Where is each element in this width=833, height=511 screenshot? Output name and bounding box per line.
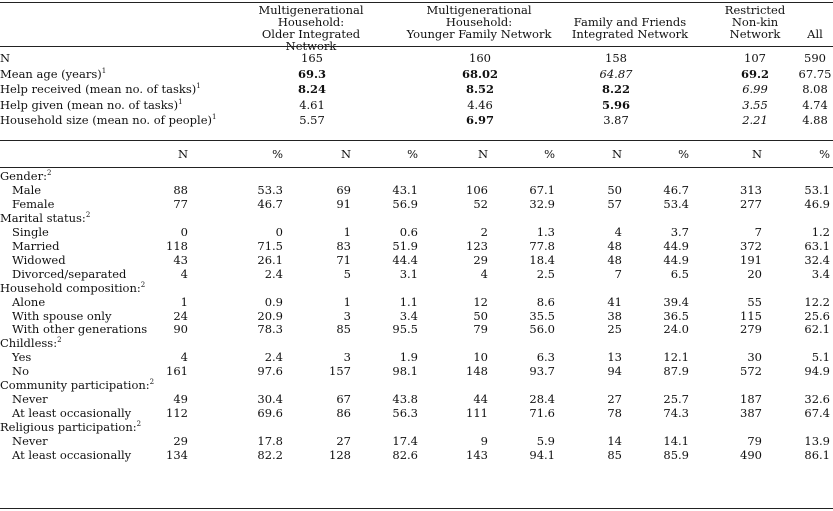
table-cell: 49 <box>173 392 188 407</box>
table-cell: 28.4 <box>529 392 555 407</box>
table-cell: 0 <box>180 224 188 239</box>
row-label: Yes <box>12 350 32 365</box>
table-cell: 78.3 <box>257 322 283 337</box>
table-cell: 5.9 <box>536 434 555 449</box>
table-cell: 12.2 <box>804 294 830 309</box>
table-cell: 79 <box>747 434 762 449</box>
table-cell: 82.2 <box>257 448 283 462</box>
table-cell: 32.9 <box>529 196 555 211</box>
table-cell: 67.1 <box>529 182 555 197</box>
header-line: Integrated Network <box>571 27 689 41</box>
table-cell: 98.1 <box>392 364 418 379</box>
table-cell: 94.1 <box>529 448 555 462</box>
row-label: Divorced/separated <box>12 266 127 281</box>
header-restricted-nonkin <box>715 4 795 40</box>
top-rule <box>0 2 833 3</box>
summary-value: 69.2 <box>740 66 769 81</box>
table-cell: 44 <box>473 392 488 407</box>
table-cell: 6.5 <box>670 266 689 281</box>
table-cell: 2 <box>480 224 488 239</box>
table-cell: 0.9 <box>264 294 283 309</box>
table-cell: 12.1 <box>663 350 689 365</box>
summary-value: 158 <box>605 51 627 65</box>
table-cell: 44.4 <box>392 252 418 267</box>
table-cell: 3.4 <box>811 266 830 281</box>
row-label: Single <box>12 224 49 239</box>
row-label: With spouse only <box>12 308 112 323</box>
table-cell: 29 <box>173 434 188 449</box>
table-cell: 25.7 <box>663 392 689 407</box>
summary-value: 69.3 <box>297 66 326 81</box>
table-cell: 77.8 <box>529 238 555 253</box>
table-cell: 123 <box>466 238 488 253</box>
table-cell: 71.5 <box>257 238 283 253</box>
section-title: Household composition:$^2$ <box>0 280 146 295</box>
table-cell: 71.6 <box>529 406 555 421</box>
table-cell: 62.1 <box>804 322 830 337</box>
header-line: Multigenerational <box>258 3 364 17</box>
table-cell: 277 <box>740 196 762 211</box>
table-cell: 52 <box>473 196 488 211</box>
section-title: Childless:$^2$ <box>0 336 62 351</box>
table-cell: 48 <box>607 238 622 253</box>
table-cell: 85.9 <box>663 448 689 462</box>
table-cell: 13 <box>607 350 622 365</box>
table-cell: 157 <box>329 364 351 379</box>
subheader-percent: % <box>272 147 283 161</box>
summary-value: 4.61 <box>299 97 325 112</box>
table-cell: 372 <box>740 238 762 253</box>
subheader-n: N <box>751 147 762 161</box>
subheader-percent: % <box>819 147 830 161</box>
table-cell: 1.1 <box>399 294 418 309</box>
summary-value: 107 <box>744 51 766 65</box>
table-cell: 10 <box>473 350 488 365</box>
table-cell: 38 <box>607 308 622 323</box>
table-cell: 51.9 <box>392 238 418 253</box>
summary-value: 590 <box>804 51 826 65</box>
summary-value: 6.99 <box>742 82 768 96</box>
table-cell: 4 <box>180 350 188 365</box>
table-cell: 148 <box>466 364 488 379</box>
table-cell: 43.1 <box>392 182 418 197</box>
table-cell: 24.0 <box>663 322 689 337</box>
subheader-n: N <box>177 147 188 161</box>
summary-value: 67.75 <box>798 66 832 81</box>
table-cell: 5.1 <box>811 350 830 365</box>
summary-label: Help given (mean no. of tasks)$^1$ <box>0 97 183 112</box>
table-cell: 6.3 <box>536 350 555 365</box>
summary-value: 64.87 <box>599 66 633 81</box>
summary-value: 6.97 <box>465 113 494 127</box>
table-cell: 85 <box>607 448 622 462</box>
table-cell: 67 <box>336 392 351 407</box>
subheader-n: N <box>611 147 622 161</box>
table-cell: 85 <box>336 322 351 337</box>
table-cell: 1 <box>343 224 351 239</box>
table-cell: 0 <box>275 224 283 239</box>
summary-value: 4.88 <box>802 113 828 127</box>
table-cell: 43.8 <box>392 392 418 407</box>
table-cell: 128 <box>329 448 351 462</box>
table-cell: 3 <box>343 350 351 365</box>
table-cell: 46.7 <box>663 182 689 197</box>
table-cell: 32.6 <box>804 392 830 407</box>
table-cell: 17.8 <box>257 434 283 449</box>
table-cell: 3 <box>343 308 351 323</box>
table-cell: 0.6 <box>399 224 418 239</box>
table-cell: 87.9 <box>663 364 689 379</box>
header-line: Multigenerational <box>426 3 532 17</box>
row-label: Never <box>12 434 48 449</box>
table-cell: 94 <box>607 364 622 379</box>
row-label: Widowed <box>12 252 66 267</box>
table-cell: 50 <box>473 308 488 323</box>
section-title: Community participation:$^2$ <box>0 378 155 393</box>
summary-value: 165 <box>301 51 323 65</box>
footnote-marker: 2 <box>140 280 146 289</box>
header-line: Younger Family Network <box>406 27 552 41</box>
header-line: Household: <box>277 15 345 29</box>
header-line: Restricted <box>724 3 786 17</box>
subheader-percent: % <box>678 147 689 161</box>
table-cell: 14 <box>607 434 622 449</box>
table-cell: 8.6 <box>536 294 555 309</box>
summary-value: 2.21 <box>742 113 768 127</box>
summary-rule <box>0 140 833 141</box>
table-cell: 53.1 <box>804 182 830 197</box>
footnote-marker: 1 <box>178 97 183 106</box>
header-line: All <box>807 27 823 41</box>
table-cell: 74.3 <box>663 406 689 421</box>
table-cell: 39.4 <box>663 294 689 309</box>
table-cell: 56.3 <box>392 406 418 421</box>
header-line: Non-kin <box>731 15 779 29</box>
table-cell: 50 <box>607 182 622 197</box>
header-family-friends <box>570 16 690 40</box>
row-label: With other generations <box>12 322 148 337</box>
section-title: Religious participation:$^2$ <box>0 420 142 435</box>
table-cell: 2.4 <box>264 350 283 365</box>
row-label: Never <box>12 392 48 407</box>
table-cell: 1.2 <box>811 224 830 239</box>
table-cell: 24 <box>173 308 188 323</box>
table-cell: 26.1 <box>257 252 283 267</box>
table-cell: 14.1 <box>663 434 689 449</box>
summary-value: 8.22 <box>601 82 630 96</box>
footnote-marker: 2 <box>46 169 52 178</box>
table-cell: 56.0 <box>529 322 555 337</box>
subheader-n: N <box>340 147 351 161</box>
table-cell: 57 <box>607 196 622 211</box>
table-cell: 490 <box>740 448 762 462</box>
summary-value: 3.87 <box>603 113 629 127</box>
table-cell: 5 <box>343 266 351 281</box>
table-cell: 3.1 <box>399 266 418 281</box>
table-cell: 143 <box>466 448 488 462</box>
row-label: No <box>12 364 29 379</box>
summary-label: Household size (mean no. of people)$^1$ <box>0 113 217 127</box>
subheader-n: N <box>477 147 488 161</box>
subheader-percent: % <box>544 147 555 161</box>
footnote-marker: 1 <box>101 66 107 75</box>
table-cell: 25 <box>607 322 622 337</box>
table-cell: 20 <box>747 266 762 281</box>
table-cell: 27 <box>607 392 622 407</box>
table-cell: 30.4 <box>257 392 283 407</box>
table-cell: 25.6 <box>804 308 830 323</box>
table-cell: 9 <box>480 434 488 449</box>
table-cell: 91 <box>336 196 351 211</box>
table-cell: 12 <box>473 294 488 309</box>
table-cell: 106 <box>466 182 488 197</box>
table-cell: 4 <box>180 266 188 281</box>
bottom-rule <box>0 508 833 509</box>
section-title: Gender:$^2$ <box>0 169 52 183</box>
table-cell: 2.5 <box>536 266 555 281</box>
summary-value: 8.52 <box>465 82 494 96</box>
summary-value: 4.74 <box>802 97 828 112</box>
header-line: Older Integrated Network <box>261 27 361 53</box>
header-younger-family <box>404 4 554 40</box>
header-rule <box>0 46 833 47</box>
table-cell: 20.9 <box>257 308 283 323</box>
table-cell: 161 <box>166 364 188 379</box>
table-cell: 78 <box>607 406 622 421</box>
row-label: Female <box>12 196 55 211</box>
table-cell: 53.3 <box>257 182 283 197</box>
footnote-marker: 2 <box>85 211 91 220</box>
table-cell: 1.9 <box>399 350 418 365</box>
table-cell: 63.1 <box>804 238 830 253</box>
row-label: Married <box>12 238 60 253</box>
table-cell: 17.4 <box>392 434 418 449</box>
table-cell: 46.7 <box>257 196 283 211</box>
table-cell: 44.9 <box>663 252 689 267</box>
table-cell: 191 <box>740 252 762 267</box>
table-cell: 86.1 <box>804 448 830 462</box>
table-cell: 7 <box>754 224 762 239</box>
table-cell: 90 <box>173 322 188 337</box>
table-cell: 4 <box>480 266 488 281</box>
footnote-marker: 2 <box>57 336 62 345</box>
table-cell: 55 <box>747 294 762 309</box>
table-cell: 43 <box>173 252 188 267</box>
table-cell: 95.5 <box>392 322 418 337</box>
table-cell: 67.4 <box>804 406 830 421</box>
table-cell: 71 <box>336 252 351 267</box>
table-cell: 27 <box>336 434 351 449</box>
summary-value: 8.08 <box>802 82 828 96</box>
row-label: Alone <box>12 294 46 309</box>
table-cell: 53.4 <box>663 196 689 211</box>
summary-label: Mean age (years)$^1$ <box>0 66 107 81</box>
table-cell: 279 <box>740 322 762 337</box>
table-cell: 56.9 <box>392 196 418 211</box>
table-cell: 1 <box>343 294 351 309</box>
table-cell: 69 <box>336 182 351 197</box>
header-all <box>800 28 830 40</box>
header-line: Household: <box>445 15 513 29</box>
summary-label: Help received (mean no. of tasks)$^1$ <box>0 82 201 96</box>
table-cell: 44.9 <box>663 238 689 253</box>
table-cell: 79 <box>473 322 488 337</box>
table-cell: 4 <box>614 224 622 239</box>
summary-label: N <box>0 51 11 65</box>
table-cell: 41 <box>607 294 622 309</box>
footnote-marker: 2 <box>136 420 142 429</box>
table-cell: 572 <box>740 364 762 379</box>
table-cell: 36.5 <box>663 308 689 323</box>
table-cell: 83 <box>336 238 351 253</box>
row-label: Male <box>12 182 42 197</box>
table-cell: 46.9 <box>804 196 830 211</box>
summary-value: 5.96 <box>601 97 630 112</box>
table-cell: 88 <box>173 182 188 197</box>
table-cell: 387 <box>740 406 762 421</box>
table-cell: 69.6 <box>257 406 283 421</box>
row-label: At least occasionally <box>12 448 132 462</box>
table-cell: 111 <box>466 406 488 421</box>
table-cell: 82.6 <box>392 448 418 462</box>
header-older-integrated <box>236 4 386 52</box>
summary-value: 5.57 <box>299 113 325 127</box>
table-cell: 1 <box>180 294 188 309</box>
section-title: Marital status:$^2$ <box>0 210 91 225</box>
summary-value: 68.02 <box>461 66 498 81</box>
summary-value: 3.55 <box>742 97 768 112</box>
table-cell: 3.4 <box>399 308 418 323</box>
table-cell: 48 <box>607 252 622 267</box>
table-cell: 2.4 <box>264 266 283 281</box>
footnote-marker: 1 <box>196 82 201 91</box>
table-cell: 29 <box>473 252 488 267</box>
table-cell: 13.9 <box>804 434 830 449</box>
footnote-marker: 2 <box>149 378 155 387</box>
subheader-rule <box>0 167 833 168</box>
footnote-marker: 1 <box>212 113 217 122</box>
table-cell: 3.7 <box>670 224 689 239</box>
table-cell: 30 <box>747 350 762 365</box>
table-cell: 18.4 <box>529 252 555 267</box>
table-cell: 118 <box>166 238 188 253</box>
table-cell: 35.5 <box>529 308 555 323</box>
table-cell: 7 <box>614 266 622 281</box>
row-label: At least occasionally <box>12 406 132 421</box>
subheader-percent: % <box>407 147 418 161</box>
table-cell: 97.6 <box>257 364 283 379</box>
table-cell: 93.7 <box>529 364 555 379</box>
table-cell: 313 <box>740 182 762 197</box>
table-cell: 1.3 <box>536 224 555 239</box>
summary-value: 8.24 <box>297 82 326 96</box>
header-line: Network <box>729 27 781 41</box>
summary-value: 160 <box>469 51 491 65</box>
table-cell: 94.9 <box>804 364 830 379</box>
header-line: Family and Friends <box>573 15 687 29</box>
table-cell: 77 <box>173 196 188 211</box>
table-cell: 134 <box>166 448 188 462</box>
summary-value: 4.46 <box>467 97 493 112</box>
table-cell: 112 <box>166 406 188 421</box>
table-cell: 32.4 <box>804 252 830 267</box>
table-cell: 86 <box>336 406 351 421</box>
table-cell: 187 <box>740 392 762 407</box>
table-cell: 115 <box>740 308 762 323</box>
